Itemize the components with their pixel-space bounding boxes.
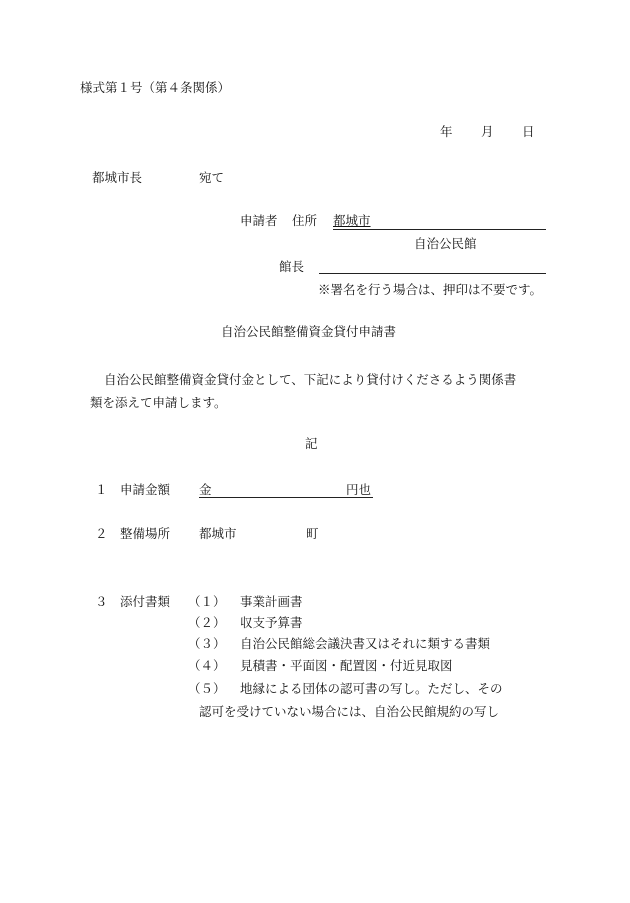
head-label: 館長 <box>279 259 305 274</box>
item2-city: 都城市 <box>199 526 237 541</box>
ki-heading: 記 <box>305 436 318 451</box>
doc5-continuation: 認可を受けていない場合には、自治公民館規約の写し <box>199 704 500 719</box>
item3-label: 添付書類 <box>120 594 171 609</box>
item3-number: ３ <box>95 594 108 609</box>
head-underline <box>319 273 546 274</box>
recipient-honorific: 宛て <box>199 170 225 185</box>
address-underline <box>333 229 546 230</box>
page-title: 自治公民館整備資金貸付申請書 <box>221 324 397 339</box>
item1-suffix: 円也 <box>346 482 372 497</box>
form-number: 様式第１号（第４条関係） <box>80 80 231 95</box>
amount-underline <box>199 497 373 498</box>
doc4-number: （４） <box>188 658 226 673</box>
doc4-text: 見積書・平面図・配置図・付近見取図 <box>240 658 453 673</box>
org-name: 自治公民館 <box>414 236 477 251</box>
address-label: 住所 <box>292 213 318 228</box>
item2-label: 整備場所 <box>120 526 171 541</box>
doc3-text: 自治公民館総会議決書又はそれに類する書類 <box>240 636 491 651</box>
date-month-label: 月 <box>481 124 494 139</box>
doc1-number: （１） <box>188 594 226 609</box>
item2-number: ２ <box>95 526 108 541</box>
item1-prefix: 金 <box>199 482 212 497</box>
body-line-1: 自治公民館整備資金貸付金として、下記により貸付けくださるよう関係書 <box>104 372 517 387</box>
date-day-label: 日 <box>522 124 535 139</box>
doc2-number: （２） <box>188 615 226 630</box>
recipient-name: 都城市長 <box>92 170 143 185</box>
doc1-text: 事業計画書 <box>240 594 303 609</box>
seal-note: ※署名を行う場合は、押印は不要です。 <box>318 282 543 297</box>
date-year-label: 年 <box>440 124 453 139</box>
item1-label: 申請金額 <box>120 482 171 497</box>
doc3-number: （３） <box>188 636 226 651</box>
doc5-text: 地縁による団体の認可書の写し。ただし、その <box>240 681 503 696</box>
body-line-2: 類を添えて申請します。 <box>90 395 227 410</box>
item1-number: １ <box>95 482 108 497</box>
address-value: 都城市 <box>333 213 371 228</box>
doc2-text: 収支予算書 <box>240 615 303 630</box>
item2-town: 町 <box>306 526 319 541</box>
doc5-number: （５） <box>188 681 226 696</box>
applicant-role-label: 申請者 <box>240 213 278 228</box>
